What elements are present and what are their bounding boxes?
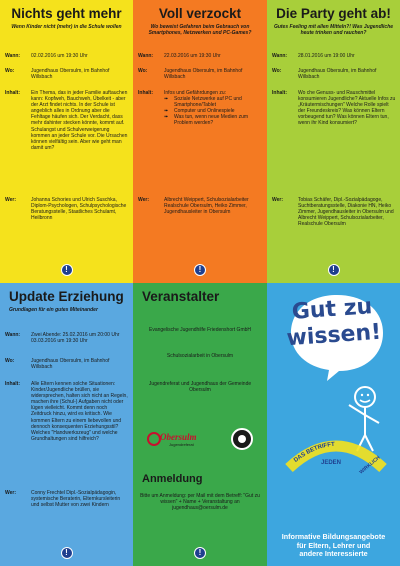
row-wo — [272, 68, 396, 80]
info-circle-icon: ! — [194, 264, 206, 276]
row-inhalt — [5, 381, 129, 442]
headline-line2: wissen! — [285, 319, 382, 352]
row-wer — [138, 197, 263, 215]
logo-text: Obersulm — [160, 432, 197, 442]
wo-value: Jugendhaus Obersulm, im Bahnhof Willsbach — [164, 68, 243, 81]
wer-value: Tobias Schäfer, Dipl.-Sozialpädagoge, Suchtberatungsstelle, Diakonie HN, Heiko Zimmer, Jugendhausleiter in Obersulm und Albrecht Weippert, Schulsozialarbeiter, Realschule Obersulm — [298, 197, 394, 228]
row-wann — [5, 332, 129, 344]
row-inhalt — [138, 90, 263, 127]
logo-subtext: Jugendreferat — [169, 442, 194, 447]
wer-label: Wer: — [5, 197, 17, 203]
panel-title: Veranstalter — [142, 289, 220, 304]
wo-label: Wo: — [5, 358, 15, 364]
panel-gut-zu-wissen — [267, 283, 400, 566]
wann-value: 02.02.2016 um 19:30 Uhr — [31, 53, 88, 59]
wo-value: Jugendhaus Obersulm, im Bahnhof Willsbach — [31, 358, 110, 371]
wer-label: Wer: — [138, 197, 150, 203]
inhalt-label: Inhalt: — [138, 90, 153, 96]
org-jugendreferat: Jugendreferat und Jugendhaus der Gemeinde Obersulm — [148, 381, 252, 394]
row-wer — [5, 490, 129, 508]
info-line: Informative Bildungsangebote — [281, 532, 386, 542]
obersulm-logo — [147, 430, 203, 448]
row-wo — [138, 68, 263, 80]
info-text — [271, 533, 396, 558]
wann-value: Zwei Abende: 25.02.2016 um 20:00 Uhr 03.03.2016 um 19:30 Uhr — [31, 332, 120, 345]
anmeldung-text: Bitte um Anmeldung: per Mail mit dem Betreff: "Gut zu wissen" + Name + Veranstaltung an jugendhaus@oersulm.de — [140, 493, 260, 512]
row-wer — [5, 197, 129, 221]
wer-value: Johanna Schories und Ulrich Suschka, Diplom-Psychologen, Schulpsychologische Beratungsstelle, Staatliches Schulamt, Heilbronn — [31, 197, 127, 222]
row-wo — [5, 358, 129, 370]
wann-value: 28.01.2016 um 19:00 Uhr — [298, 53, 355, 59]
headline-line1: Gut zu — [291, 294, 374, 325]
inhalt-item: ➠ Was tun, wenn neue Medien zum Problem werden? — [164, 114, 263, 126]
stamp-top-text: DAS BETRIFFT — [293, 441, 335, 464]
wann-label: Wann: — [138, 53, 154, 59]
stamp-right-text: WIRKLICH — [358, 454, 382, 476]
inhalt-label: Inhalt: — [5, 90, 20, 96]
anmeldung-title: Anmeldung — [142, 473, 203, 485]
row-inhalt — [272, 90, 396, 127]
inhalt-value: Ein Thema, das in jeder Familie auftauchen kann: Kopfweh, Bauchweh, Übelkeit - aber der Arzt findet nichts. In der Schule ist angeblich alles in Ordnung aber die Fehltage häufen sich. Der Verdacht, dass mehr dahinter stecken könnte, kommt auf. Schulangst und Schulverweigerung kommen an jeder Schule vor. Die Ursachen können vielfältig sein. Aber wie geht man damit um? — [31, 90, 128, 151]
stamp-icon — [281, 428, 391, 480]
stamp-mid-text: JEDEN — [321, 460, 342, 466]
row-wann — [138, 53, 263, 59]
wer-value: Albrecht Weippert, Schulsozialarbeiter Realschule Obersulm, Heiko Zimmer, Jugendhausleiter in Obersulm — [164, 197, 249, 216]
wo-value: Jugendhaus Obersulm, im Bahnhof Willsbach — [31, 68, 110, 81]
panel-update-erziehung — [0, 283, 133, 566]
panel-die-party-geht-ab — [267, 0, 400, 283]
panel-subtitle: Wenn Kinder nicht (mehr) in die Schule wollen — [11, 24, 122, 30]
headline-gut-zu-wissen — [279, 293, 386, 352]
panel-subtitle: Grundlagen für ein gutes Miteinander — [9, 307, 98, 313]
panel-title: Nichts geht mehr — [11, 6, 122, 21]
inhalt-item: ➠ Soziale Netzwerke auf PC und Smartphone/Tablet — [164, 96, 263, 108]
wer-value: Conny Frechtel Dipl.-Sozialpädagogin, systemische Beraterin, Elternkursleiterin und selbst Mutter von zwei Kindern — [31, 490, 121, 509]
inhalt-item: ➠ Computer und Onlinespiele — [164, 108, 263, 114]
wo-label: Wo: — [138, 68, 148, 74]
wann-label: Wann: — [272, 53, 288, 59]
row-wann — [272, 53, 396, 59]
info-circle-icon: ! — [328, 264, 340, 276]
wo-label: Wo: — [272, 68, 282, 74]
inhalt-intro: Infos und Gefährdungen zu: — [164, 90, 226, 96]
org-friedenshort: Evangelische Jugendhilfe Friedenshort GmbH — [149, 327, 251, 333]
panel-nichts-geht-mehr — [0, 0, 133, 283]
wann-label: Wann: — [5, 53, 21, 59]
row-wann — [5, 53, 129, 59]
info-circle-icon: ! — [194, 547, 206, 559]
info-line: für Eltern, Lehrer und — [296, 540, 371, 550]
wo-label: Wo: — [5, 68, 15, 74]
panel-title: Update Erziehung — [9, 289, 124, 304]
panel-title: Voll verzockt — [158, 6, 242, 21]
wo-value: Jugendhaus Obersulm, im Bahnhof Willsbach — [298, 68, 377, 81]
wann-label: Wann: — [5, 332, 21, 338]
info-circle-icon: ! — [61, 264, 73, 276]
wer-label: Wer: — [5, 490, 17, 496]
org-schulsozialarbeit: Schulsozialarbeit in Obersulm — [166, 353, 234, 359]
inhalt-label: Inhalt: — [272, 90, 287, 96]
panel-subtitle: Gutes Feeling mit allen Mitteln?! Was Jugendliche heute trinken und rauchen? — [273, 24, 394, 36]
info-line: andere Interessierte — [299, 548, 368, 558]
panel-veranstalter — [133, 283, 267, 566]
panel-voll-verzockt — [133, 0, 267, 283]
row-wo — [5, 68, 129, 80]
inhalt-value: Alle Eltern kennen solche Situationen: Kinder/Jugendliche brüllen, sie widersprechen, halten sich nicht an Regeln, machen ihre (Schul-) Aufgaben nicht oder lügen vielleicht. Kommt denn noch Zeitdruck hinzu, wird es kritisch. Wie kommen Eltern zu einem liebevollen und dennoch konsequenten Erziehungsstil? Welches "Handwerkszeug" und welche Grundhaltungen sind hilfreich? — [31, 381, 128, 442]
info-circle-icon: ! — [61, 547, 73, 559]
panel-title: Die Party geht ab! — [276, 6, 391, 21]
inhalt-value: Wo che Genuss- und Rauschmittel konsumieren Jugendliche? Aktuelle Infos zu „Kräutermischungen" Welche Rolle spielt der Freundeskreis? Was können Eltern vorbeugend tun? Was können Eltern tun, wenn ihr Kind konsumiert? — [298, 90, 396, 127]
row-wer — [272, 197, 396, 227]
emblem-icon — [231, 428, 253, 450]
inhalt-label: Inhalt: — [5, 381, 20, 387]
wer-label: Wer: — [272, 197, 284, 203]
panel-subtitle: Wo beweist Gefahren beim Gebrauch von Smartphones, Netzwerken und PC-Games? — [148, 24, 252, 36]
wann-value: 22.03.2016 um 19:30 Uhr — [164, 53, 221, 59]
row-inhalt — [5, 90, 129, 151]
